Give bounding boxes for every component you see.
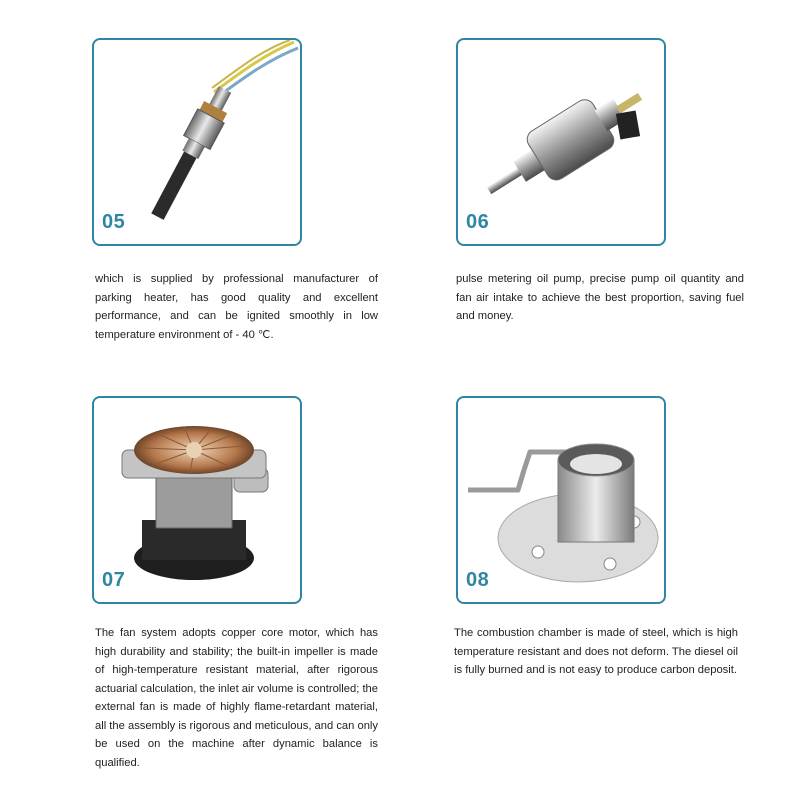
feature-card-05 (92, 38, 302, 246)
feature-card-08 (456, 396, 666, 604)
item-number: 08 (466, 569, 490, 591)
item-number: 07 (102, 569, 126, 591)
item-number: 05 (102, 211, 126, 233)
item-description-06: pulse metering oil pump, precise pump oil quantity and fan air intake to achieve the best proportion, saving fuel and money. (456, 273, 744, 322)
item-description-08: The combustion chamber is made of steel, which is high temperature resistant and does not deform. The diesel oil is fully burned and is not easy to produce carbon deposit. (454, 627, 738, 676)
feature-card-06 (456, 38, 666, 246)
item-number: 06 (466, 211, 490, 233)
feature-card-07 (92, 396, 302, 604)
item-description-07: The fan system adopts copper core motor, which has high durability and stability; the built-in impeller is made of high-temperature resistant material, after rigorous actuarial calculation, the inlet air volume is controlled; the external fan is made of highly flame-retardant material, all the assembly is rigorous and meticulous, and can only be used on the machine after dynamic balance is qualified. (95, 627, 378, 769)
item-description-05: which is supplied by professional manufacturer of parking heater, has good quality and excellent performance, and can be ignited smoothly in low temperature environment of - 40 ℃. (95, 273, 378, 341)
